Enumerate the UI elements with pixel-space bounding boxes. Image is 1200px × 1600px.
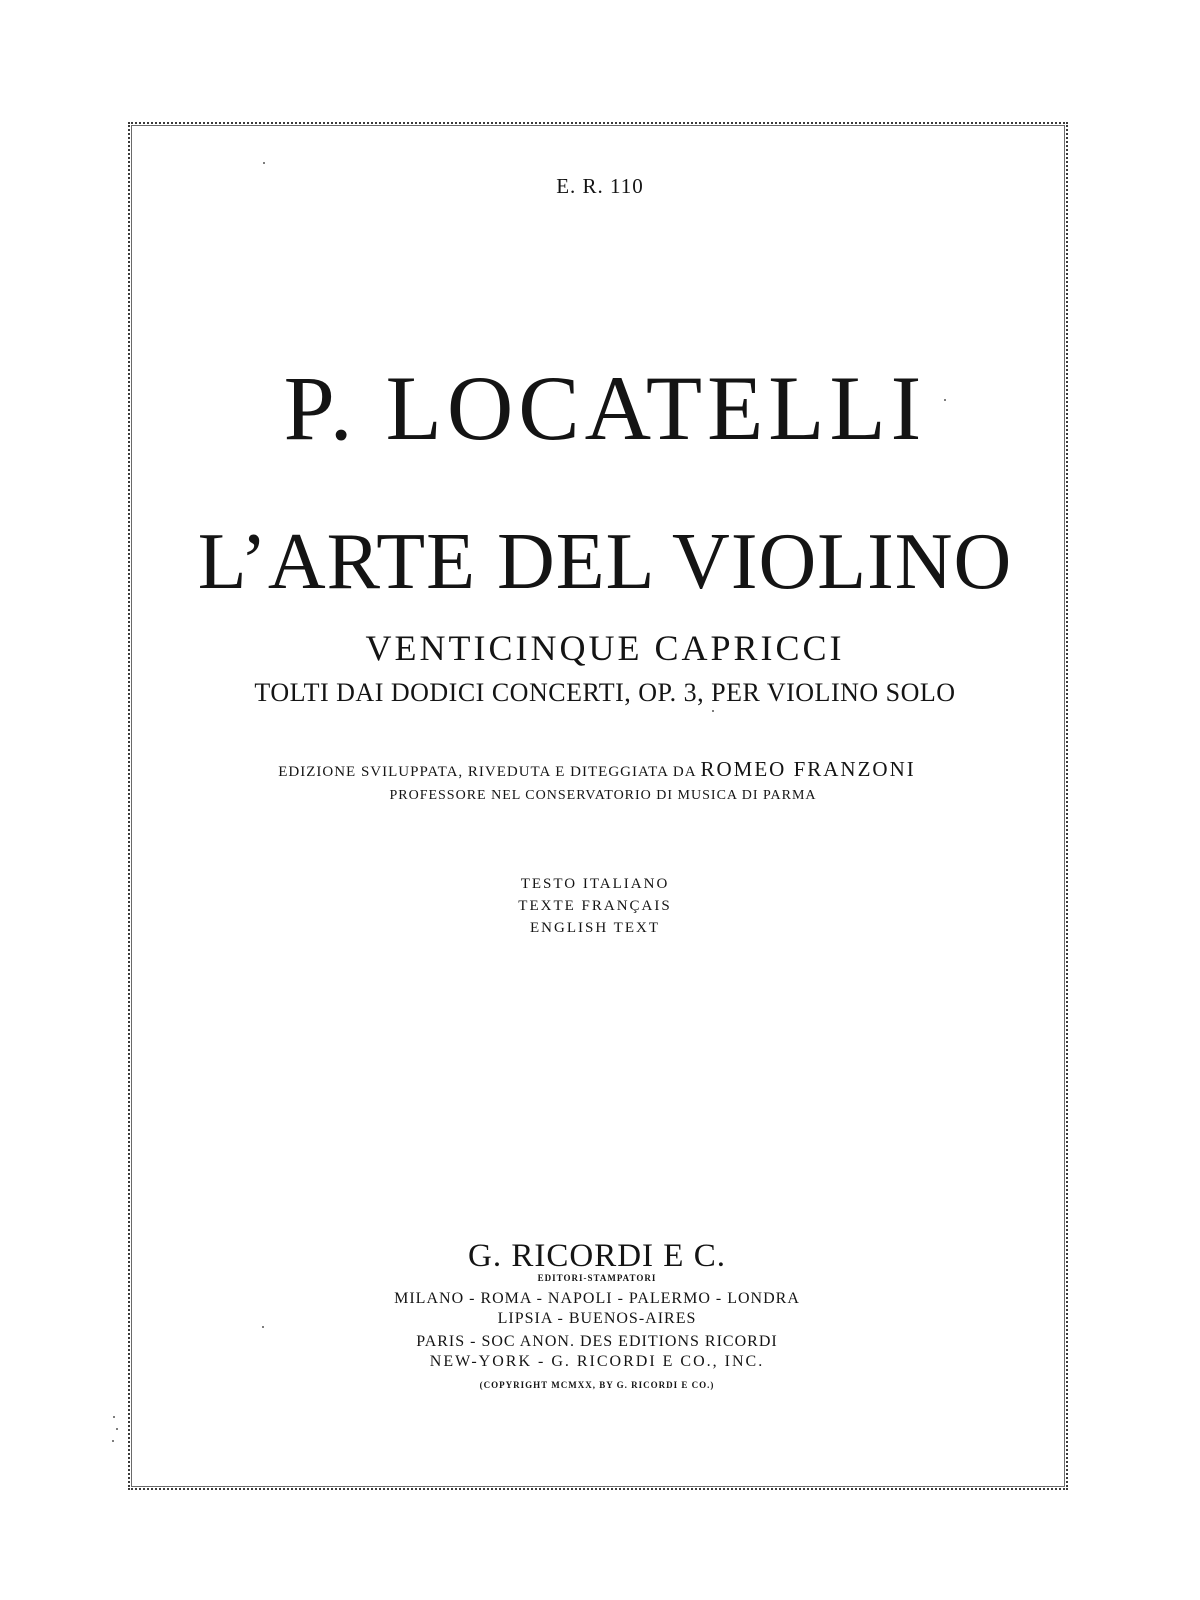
work-title: L’ARTE DEL VIOLINO [197, 518, 1013, 606]
edition-credit [0, 757, 1197, 782]
publisher-name: G. RICORDI E C. [468, 1238, 726, 1274]
print-speck [712, 710, 714, 712]
editor-name: ROMEO FRANZONI [700, 757, 916, 781]
work-subtitle-detail: TOLTI DAI DODICI CONCERTI, OP. 3, PER VIOLINO SOLO [254, 678, 956, 707]
print-speck [944, 399, 946, 401]
publisher-newyork: NEW-YORK - G. RICORDI E CO., INC. [429, 1353, 765, 1370]
copyright-notice: (COPYRIGHT MCMXX, BY G. RICORDI E CO.) [479, 1380, 715, 1390]
print-speck [113, 1416, 115, 1418]
work-subtitle: VENTICINQUE CAPRICCI [365, 628, 845, 668]
language-italian: TESTO ITALIANO [520, 876, 670, 892]
print-speck [263, 162, 265, 164]
publisher-cities-2: LIPSIA - BUENOS-AIRES [497, 1310, 697, 1327]
editor-affiliation: PROFESSORE NEL CONSERVATORIO DI MUSICA DI PARMA [389, 788, 817, 803]
edition-credit-prefix: EDIZIONE SVILUPPATA, RIVEDUTA E DITEGGIATA DA [278, 764, 696, 780]
language-english: ENGLISH TEXT [530, 920, 660, 936]
publisher-role: EDITORI-STAMPATORI [537, 1273, 657, 1283]
print-speck [116, 1428, 118, 1430]
publisher-paris: PARIS - SOC ANON. DES EDITIONS RICORDI [416, 1333, 778, 1350]
print-speck [112, 1440, 114, 1442]
print-speck [262, 1326, 264, 1328]
language-french: TEXTE FRANÇAIS [518, 898, 672, 914]
publisher-cities-1: MILANO - ROMA - NAPOLI - PALERMO - LONDRA [394, 1290, 800, 1307]
catalog-number: E. R. 110 [556, 174, 644, 198]
composer-name: P. LOCATELLI [283, 357, 927, 459]
